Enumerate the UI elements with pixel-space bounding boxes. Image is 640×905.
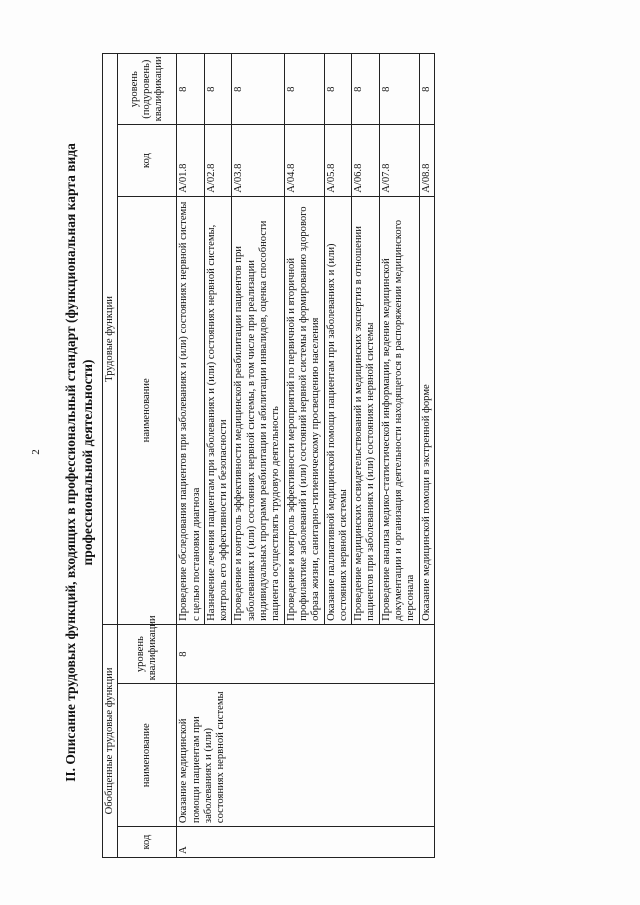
- row-code: A/03.8: [232, 125, 284, 196]
- row-name: Оказание медицинской помощи в экстренной форме: [419, 196, 434, 624]
- header-tlevel: уровень (подуровень) квалификации: [118, 54, 177, 125]
- row-code: A/06.8: [352, 125, 380, 196]
- row-name: Оказание паллиативной медицинской помощи пациентам при заболеваниях и (или) состояниях нервной системы: [324, 196, 352, 624]
- heading-line-2: профессиональной деятельности): [80, 359, 95, 566]
- row-code: A/07.8: [379, 125, 419, 196]
- header-row-columns: [118, 54, 177, 858]
- section-heading: [62, 35, 96, 890]
- row-code: A/05.8: [324, 125, 352, 196]
- row-code: A/04.8: [284, 125, 324, 196]
- row-level: 8: [232, 54, 284, 125]
- row-code: A/02.8: [204, 125, 232, 196]
- row-level: 8: [379, 54, 419, 125]
- header-tcode: код: [118, 125, 177, 196]
- row-level: 8: [419, 54, 434, 125]
- header-generalized: Обобщенные трудовые функции: [103, 624, 118, 857]
- general-level: 8: [177, 624, 435, 684]
- row-level: 8: [177, 54, 205, 125]
- table-row: [177, 54, 205, 858]
- header-row-groups: [103, 54, 118, 858]
- general-name: Оказание медицинской помощи пациентам при заболеваниях и (или) состояниях нервной системы: [177, 684, 435, 827]
- row-level: 8: [204, 54, 232, 125]
- row-name: Проведение анализа медико-статистической информации, ведение медицинской документации и организация деятельности находящегося в распоряжении медицинского персонала: [379, 196, 419, 624]
- header-name: наименование: [118, 684, 177, 827]
- header-tname: наименование: [118, 196, 177, 624]
- row-code: A/08.8: [419, 125, 434, 196]
- heading-line-1: II. Описание трудовых функций, входящих в профессиональный стандарт (функциональная карта вида: [63, 143, 78, 782]
- rotated-content: [62, 35, 617, 890]
- header-labor: Трудовые функции: [103, 54, 118, 625]
- row-name: Проведение обследования пациентов при заболеваниях и (или) состояниях нервной системы с целью постановки диагноза: [177, 196, 205, 624]
- row-name: Проведение медицинских освидетельствований и медицинских экспертиз в отношении пациентов при заболеваниях и (или) состояниях нервной системы: [352, 196, 380, 624]
- header-code: код: [118, 827, 177, 858]
- row-level: 8: [324, 54, 352, 125]
- general-code: A: [177, 827, 435, 858]
- row-name: Проведение и контроль эффективности мероприятий по первичной и вторичной профилактике заболеваний и (или) состояний нервной системы и формированию здорового образа жизни, санитарно-гигиеническому просвещению населения: [284, 196, 324, 624]
- row-code: A/01.8: [177, 125, 205, 196]
- row-name: Проведение и контроль эффективности медицинской реабилитации пациентов при заболеваниях и (или) состояниях нервной системы, в том числе при реализации индивидуальных программ реабилитации и абилитации инвалидов, оценка способности пациента осуществлять трудовую деятельность: [232, 196, 284, 624]
- row-name: Назначение лечения пациентам при заболеваниях и (или) состояниях нервной системы, контроль его эффективности и безопасности: [204, 196, 232, 624]
- row-level: 8: [352, 54, 380, 125]
- functions-table: [102, 53, 435, 858]
- row-level: 8: [284, 54, 324, 125]
- page-number: 2: [30, 449, 42, 455]
- header-level: уровень квалификации: [118, 624, 177, 684]
